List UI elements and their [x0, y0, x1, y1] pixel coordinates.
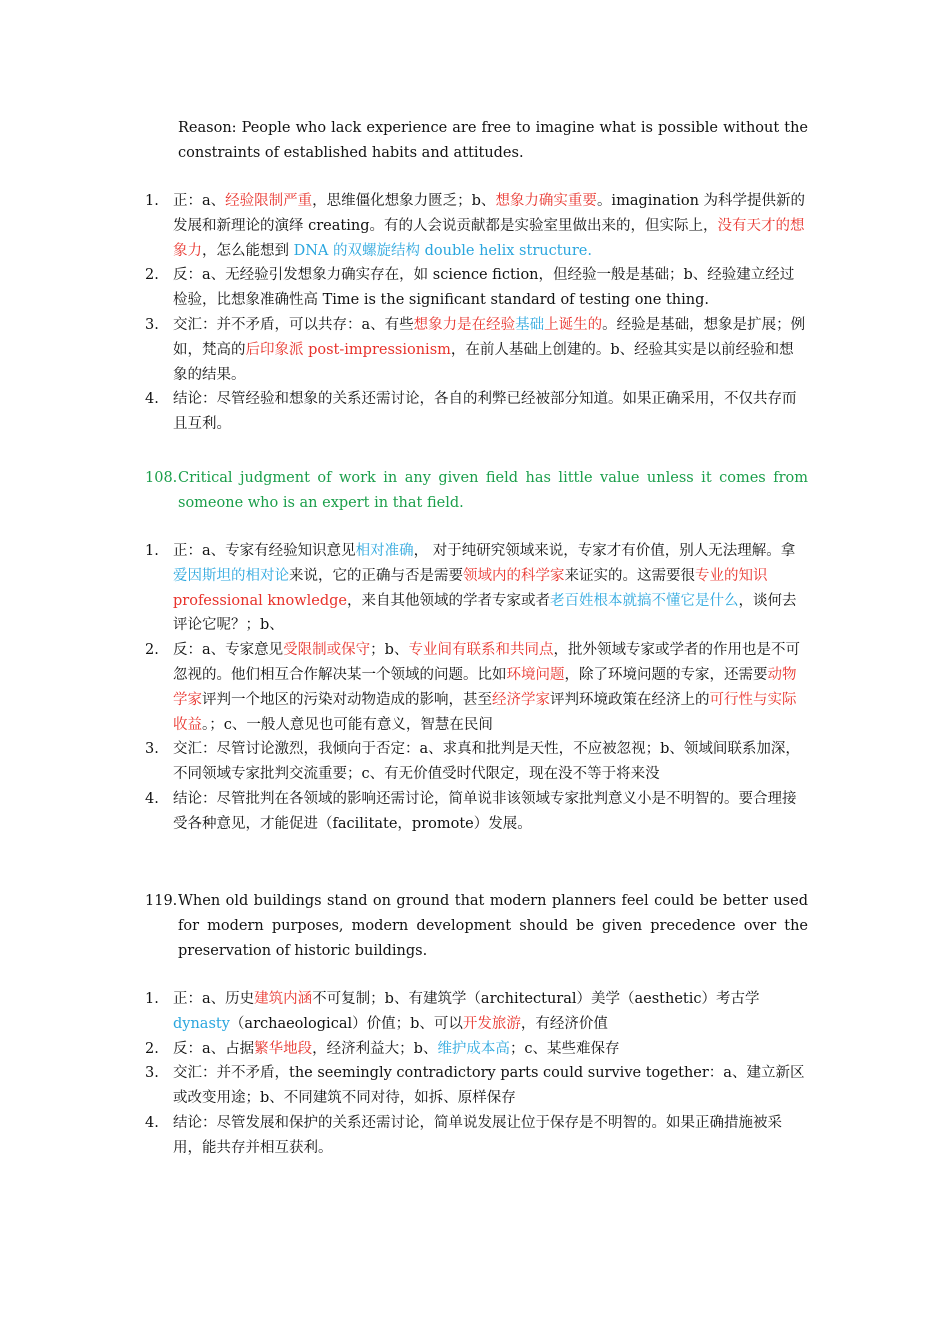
list-item	[145, 313, 808, 387]
item-number: 2.	[145, 1040, 159, 1057]
body-text: 不可复制；b、有建筑学（architectural）美学（aesthetic）考古学	[312, 991, 760, 1007]
body-text: ，思维僵化想象力匮乏；b、	[312, 193, 496, 209]
body-text: 正：a、专家有经验知识意见	[173, 543, 356, 559]
highlight-text: 经济学家	[492, 691, 550, 708]
body-text: ；b、	[370, 642, 409, 659]
body-text: ， 对于纯研究领域来说，专家才有价值，别人无法理解。拿	[413, 543, 796, 559]
highlight-text: 动物学家	[173, 666, 797, 708]
item-number: 4.	[145, 1114, 159, 1131]
item-number: 1.	[145, 543, 159, 559]
list-item	[145, 1037, 808, 1062]
points-section-1	[145, 189, 808, 437]
question-text: Critical judgment of work in any given field has little value unless it comes from someone who is an expert in that field.	[178, 470, 808, 511]
points-section-2	[145, 539, 808, 837]
item-number: 2.	[145, 642, 159, 659]
body-text: ，除了环境问题的专家，还需要	[564, 666, 768, 683]
highlight-text: 基础	[515, 316, 545, 333]
list-item	[145, 387, 808, 437]
body-text: ，批外领域专家或学者的作用也是不可忽视的。他们相互合作解决某一个领域的问题。比如	[173, 642, 800, 683]
item-number: 4.	[145, 790, 159, 807]
list-item	[145, 987, 808, 1037]
body-text: 评判一个地区的污染对动物造成的影响，甚至	[202, 691, 492, 708]
points-list-2	[145, 539, 808, 837]
list-item	[145, 263, 808, 313]
item-number: 1.	[145, 991, 159, 1007]
body-text: ，怎么能想到	[202, 242, 294, 259]
item-number: 3.	[145, 1065, 159, 1082]
body-text: 来证实的。这需要很	[564, 567, 695, 584]
highlight-text: 繁华地段	[254, 1040, 313, 1057]
highlight-text: 没有天才的想象力	[173, 217, 805, 259]
body-text: 。imagination 为科学提供新的发展和新理论的演绎 creating。有的人会说贡献都是实验室里做出来的，但实际上，	[173, 193, 806, 234]
highlight-text: 建筑内涵	[254, 991, 313, 1007]
body-text: 来说，它的正确与否是需要	[289, 567, 463, 584]
body-text: （archaeological）价值；b、可以	[229, 1015, 463, 1032]
highlight-text: 后印象派 post-impressionism	[245, 341, 451, 358]
highlight-text: dynasty	[173, 1015, 230, 1032]
points-section-3	[145, 987, 808, 1161]
body-text: 。；c、一般人意见也可能有意义，智慧在民间	[202, 716, 493, 733]
item-number: 4.	[145, 391, 159, 408]
highlight-text: 维护成本高	[437, 1040, 510, 1057]
question-number: 108.	[145, 470, 178, 486]
highlight-text: 上诞生的	[544, 316, 603, 333]
list-item	[145, 1111, 808, 1161]
highlight-text: DNA 的双螺旋结构 double helix structure.	[293, 242, 592, 259]
body-text: 正：a、历史	[173, 991, 255, 1007]
highlight-text: 专业的知识 professional knowledge	[173, 567, 768, 609]
item-number: 3.	[145, 741, 159, 758]
highlight-text: 受限制或保守	[283, 642, 371, 659]
body-text: 结论：尽管经验和想象的关系还需讨论，各自的利弊已经被部分知道。如果正确采用，不仅共存而且互利。	[173, 391, 797, 433]
body-text: ，谈何去评论它呢？；b、	[173, 592, 797, 634]
question-number: 119.	[145, 893, 178, 909]
body-text: 交汇：并不矛盾，the seemingly contradictory parts could survive together：a、建立新区或改变用途；b、不同建筑不同对待，如拆、原样保存	[173, 1065, 805, 1107]
highlight-text: 环境问题	[506, 666, 565, 683]
question-text: When old buildings stand on ground that modern planners feel could be better used for modern purposes, modern development should be given precedence over the preservation of historic buildings.	[178, 893, 808, 959]
body-text: 正：a、	[173, 193, 226, 209]
highlight-text: 老百姓根本就搞不懂它是什么	[550, 592, 739, 609]
body-text: ，有经济价值	[520, 1015, 608, 1032]
body-text: ，在前人基础上创建的。b、经验其实是以前经验和想象的结果。	[173, 341, 794, 383]
item-number: 2.	[145, 267, 159, 284]
body-text: ，经济利益大；b、	[312, 1040, 438, 1057]
list-item	[145, 638, 808, 737]
body-text: 评判环境政策在经济上的	[550, 691, 710, 708]
question-119	[145, 889, 808, 963]
body-text: 反：a、无经验引发想象力确实存在，如 science fiction，但经验一般是基础；b、经验建立经过检验，比想象准确性高 Time is the significant standard of testing one thing.	[173, 267, 795, 309]
item-number: 1.	[145, 193, 159, 209]
highlight-text: 可行性与实际收益	[173, 691, 797, 733]
body-text: 结论：尽管发展和保护的关系还需讨论，简单说发展让位于保存是不明智的。如果正确措施被采用，能共存并相互获利。	[173, 1114, 782, 1156]
list-item	[145, 737, 808, 787]
highlight-text: 开发旅游	[462, 1015, 521, 1032]
body-text: 交汇：尽管讨论激烈，我倾向于否定：a、求真和批判是天性，不应被忽视；b、领域间联系加深，不同领域专家批判交流重要；c、有无价值受时代限定，现在没不等于将来没	[173, 741, 800, 783]
highlight-text: 经验限制严重	[225, 193, 313, 209]
points-list-3	[145, 987, 808, 1161]
body-text: 结论：尽管批判在各领域的影响还需讨论，简单说非该领域专家批判意义小是不明智的。要合理接受各种意见，才能促进（facilitate，promote）发展。	[173, 790, 797, 832]
body-text: ，来自其他领域的学者专家或者	[347, 592, 550, 609]
list-item	[145, 787, 808, 837]
body-text: 反：a、占据	[173, 1040, 255, 1057]
body-text: 交汇：并不矛盾，可以共存：a、有些	[173, 316, 414, 333]
item-number: 3.	[145, 316, 159, 333]
points-list-1	[145, 189, 808, 437]
list-item	[145, 1061, 808, 1111]
body-text: 。经验是基础，想象是扩展；例如，梵高的	[173, 316, 806, 358]
highlight-text: 想象力是在经验	[413, 316, 516, 333]
list-item	[145, 539, 808, 638]
highlight-text: 领域内的科学家	[463, 567, 565, 584]
reason-paragraph: Reason: People who lack experience are free to imagine what is possible without the constraints of established habits and attitudes.	[178, 120, 808, 161]
body-text: 反：a、专家意见	[173, 642, 284, 659]
list-item	[145, 189, 808, 263]
question-108	[145, 466, 808, 516]
highlight-text: 相对准确	[355, 543, 414, 559]
highlight-text: 爱因斯坦的相对论	[173, 567, 289, 584]
highlight-text: 想象力确实重要	[495, 193, 597, 209]
body-text: ；c、某些难保存	[509, 1040, 620, 1057]
highlight-text: 专业间有联系和共同点	[408, 642, 554, 659]
